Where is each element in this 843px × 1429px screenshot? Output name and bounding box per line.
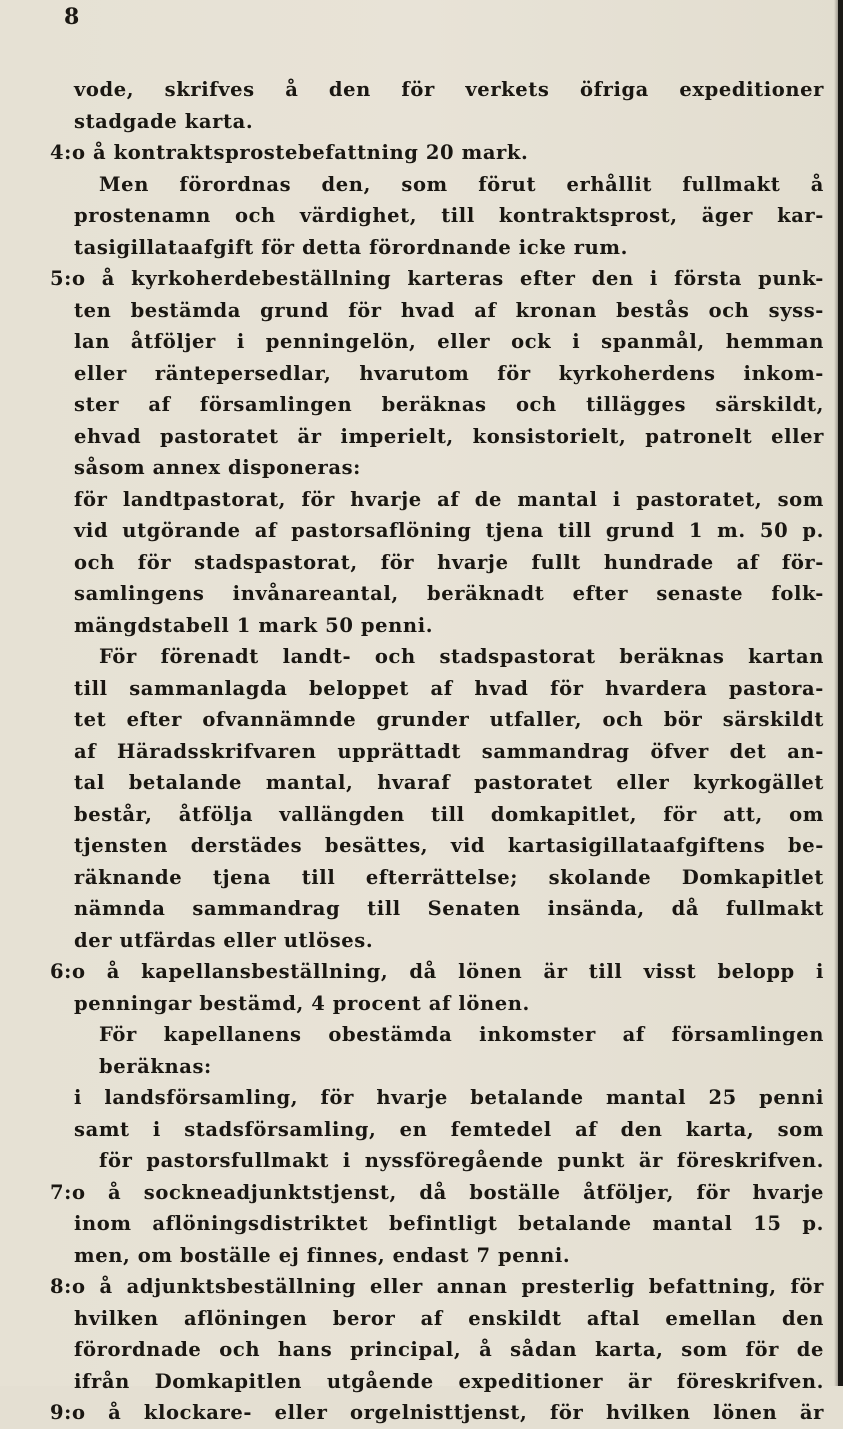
text-line: penningar bestämd, 4 procent af lönen.	[74, 991, 530, 1015]
text-line: 4:o å kontraktsprostebefattning 20 mark.	[50, 141, 529, 164]
text-line: beräknas:	[99, 1054, 212, 1078]
text-line: För förenadt landt- och stadspastorat beräknas kartan	[99, 645, 824, 668]
text-line: tasigillataafgift för detta förordnande icke rum.	[74, 235, 629, 259]
text-line: tjensten derstädes besättes, vid kartasigillataafgiftens be-	[74, 834, 824, 857]
text-line: räknande tjena till efterrättelse; skolande Domkapitlet	[74, 865, 824, 889]
text-line: samlingens invånareantal, beräknadt efter senaste folk-	[74, 582, 824, 605]
text-line: och för stadspastorat, för hvarje fullt hundrade af för-	[74, 550, 824, 574]
text-line: eller räntepersedlar, hvarutom för kyrkoherdens inkom-	[74, 361, 824, 385]
text-line: af Häradsskrifvaren upprättadt sammandrag öfver det an-	[74, 739, 824, 763]
text-line: ifrån Domkapitlen utgående expeditioner är föreskrifven.	[74, 1369, 824, 1393]
page-number: 8	[64, 4, 81, 30]
text-line: nämnda sammandrag till Senaten insända, då fullmakt	[74, 897, 824, 920]
text-line: 6:o å kapellansbeställning, då lönen är till visst belopp i	[50, 960, 824, 983]
text-line: ten bestämda grund för hvad af kronan bestås och syss-	[74, 298, 824, 322]
text-line: består, åtfölja vallängden till domkapitlet, för att, om	[74, 802, 824, 826]
text-line: ster af församlingen beräknas och tillägges särskildt,	[74, 393, 824, 416]
text-line: vid utgörande af pastorsaflöning tjena till grund 1 m. 50 p.	[74, 519, 824, 542]
body-text	[50, 74, 824, 1429]
text-line: 9:o å klockare- eller orgelnisttjenst, för hvilken lönen är	[50, 1401, 824, 1424]
text-line: stadgade karta.	[74, 109, 254, 133]
page-edge	[838, 0, 843, 1386]
text-line: För kapellanens obestämda inkomster af församlingen	[99, 1023, 824, 1046]
text-line: i landsförsamling, för hvarje betalande mantal 25 penni	[74, 1086, 824, 1109]
text-line: der utfärdas eller utlöses.	[74, 928, 374, 952]
text-line: tet efter ofvannämnde grunder utfaller, och bör särskildt	[74, 708, 824, 731]
text-line: 5:o å kyrkoherdebeställning karteras efter den i första punk-	[50, 267, 824, 290]
text-line: inom aflöningsdistriktet befintligt betalande mantal 15 p.	[74, 1212, 824, 1235]
text-line: tal betalande mantal, hvaraf pastoratet eller kyrkogället	[74, 771, 824, 794]
text-line: för landtpastorat, för hvarje af de mantal i pastoratet, som	[74, 487, 824, 511]
text-line: ehvad pastoratet är imperielt, konsistorielt, patronelt eller	[74, 424, 824, 448]
text-line: 7:o å sockneadjunktstjenst, då boställe åtföljer, för hvarje	[50, 1180, 824, 1204]
text-line: till sammanlagda beloppet af hvad för hvardera pastora-	[74, 676, 824, 700]
text-line: samt i stadsförsamling, en femtedel af den karta, som	[74, 1117, 824, 1141]
text-line: såsom annex disponeras:	[74, 456, 361, 479]
text-line: förordnade och hans principal, å sådan karta, som för de	[74, 1338, 824, 1361]
text-line: men, om boställe ej finnes, endast 7 penni.	[74, 1243, 571, 1267]
text-line: 8:o å adjunktsbeställning eller annan presterlig befattning, för	[50, 1275, 824, 1298]
text-line: prostenamn och värdighet, till kontraktsprost, äger kar-	[74, 204, 824, 227]
text-line: Men förordnas den, som förut erhållit fullmakt å	[99, 172, 824, 196]
text-line: vode, skrifves å den för verkets öfriga expeditioner	[74, 78, 824, 101]
text-line: lan åtföljer i penningelön, eller ock i spanmål, hemman	[74, 330, 824, 353]
text-line: mängdstabell 1 mark 50 penni.	[74, 613, 434, 637]
text-line: hvilken aflöningen beror af enskildt aftal emellan den	[74, 1306, 824, 1330]
text-line: för pastorsfullmakt i nyssföregående punkt är föreskrifven.	[99, 1149, 824, 1172]
